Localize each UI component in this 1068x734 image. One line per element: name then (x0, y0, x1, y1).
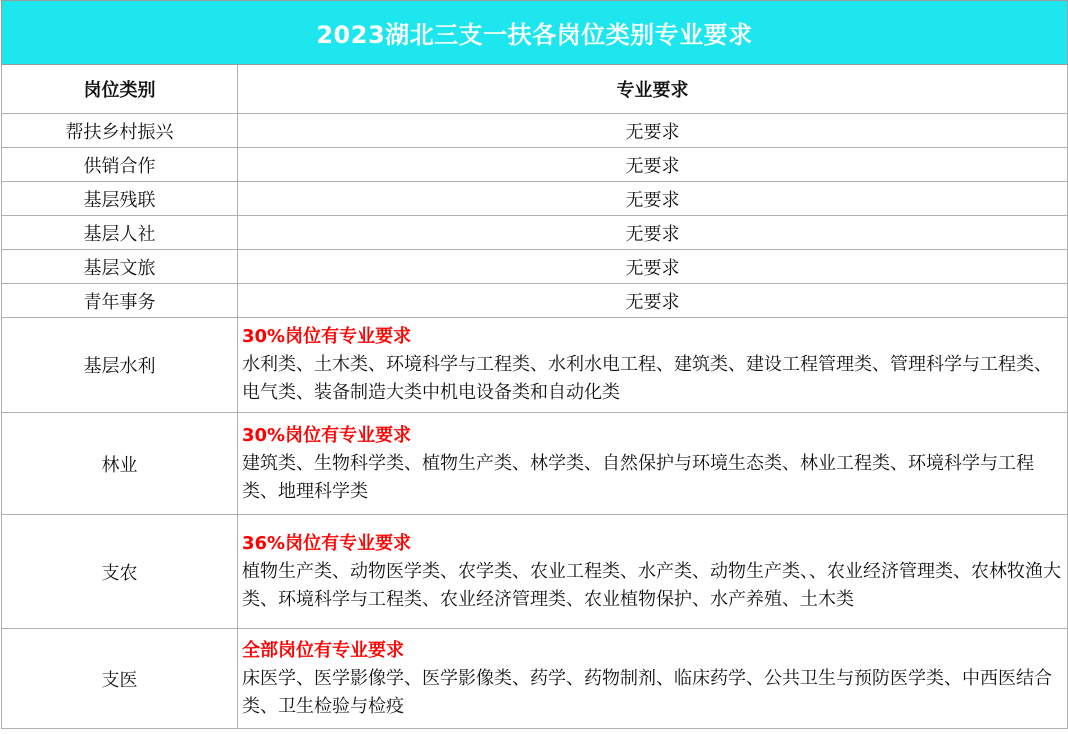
row-category: 基层文旅 (2, 250, 238, 284)
requirements-table (1, 0, 1068, 729)
requirement-majors: 建筑类、生物科学类、植物生产类、林学类、自然保护与环境生态类、林业工程类、环境科学与工程类、地理科学类 (242, 452, 1034, 502)
header-requirement: 专业要求 (238, 65, 1068, 114)
row-category: 青年事务 (2, 284, 238, 318)
requirement-highlight: 30%岗位有专业要求 (242, 326, 412, 347)
table-row-detail (2, 629, 1068, 729)
requirement-highlight: 30%岗位有专业要求 (242, 424, 412, 446)
table-row-detail (2, 515, 1068, 629)
table-row-detail (2, 318, 1068, 413)
row-requirement (238, 629, 1068, 729)
row-requirement: 无要求 (238, 148, 1068, 182)
header-row (2, 65, 1068, 114)
table-row (2, 148, 1068, 182)
row-requirement (238, 515, 1068, 629)
table-row-detail (2, 413, 1068, 515)
table-title: 2023湖北三支一扶各岗位类别专业要求 (2, 1, 1068, 65)
row-requirement: 无要求 (238, 284, 1068, 318)
requirement-majors: 床医学、医学影像学、医学影像类、药学、药物制剂、临床药学、公共卫生与预防医学类、中西医结合类、卫生检验与检疫 (242, 667, 1052, 717)
requirement-highlight: 全部岗位有专业要求 (242, 639, 404, 661)
row-requirement: 无要求 (238, 250, 1068, 284)
row-category: 林业 (2, 413, 238, 515)
row-requirement (238, 318, 1068, 413)
requirement-highlight: 36%岗位有专业要求 (242, 532, 412, 554)
row-category: 基层人社 (2, 216, 238, 250)
table-row (2, 114, 1068, 148)
header-category: 岗位类别 (2, 65, 238, 114)
requirement-majors: 植物生产类、动物医学类、农学类、农业工程类、水产类、动物生产类、、农业经济管理类、农林牧渔大类、环境科学与工程类、农业经济管理类、农业植物保护、水产养殖、土木类 (242, 560, 1061, 610)
row-category: 帮扶乡村振兴 (2, 114, 238, 148)
requirement-majors: 水利类、土木类、环境科学与工程类、水利水电工程、建筑类、建设工程管理类、管理科学与工程类、电气类、装备制造大类中机电设备类和自动化类 (242, 354, 1052, 403)
row-category: 基层残联 (2, 182, 238, 216)
table-row (2, 284, 1068, 318)
row-requirement: 无要求 (238, 182, 1068, 216)
row-category: 支农 (2, 515, 238, 629)
table-row (2, 216, 1068, 250)
row-category: 供销合作 (2, 148, 238, 182)
table-row (2, 250, 1068, 284)
row-requirement (238, 413, 1068, 515)
table-row (2, 182, 1068, 216)
row-requirement: 无要求 (238, 114, 1068, 148)
row-category: 基层水利 (2, 318, 238, 413)
row-category: 支医 (2, 629, 238, 729)
row-requirement: 无要求 (238, 216, 1068, 250)
